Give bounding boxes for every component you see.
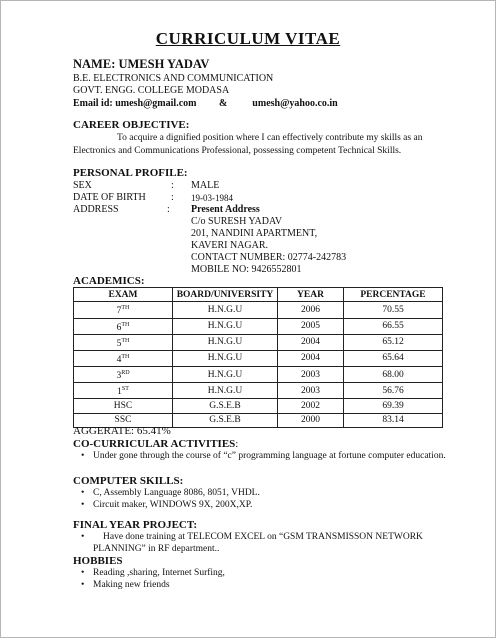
sex-label: SEX <box>73 180 92 191</box>
skill-item: Circuit maker, WINDOWS 9X, 200X,XP. <box>93 500 253 510</box>
exam-ordinal-suffix: TH <box>121 337 130 344</box>
table-row <box>74 383 443 399</box>
exam-ordinal-suffix: TH <box>121 353 130 360</box>
board-cell: H.N.G.U <box>173 383 278 399</box>
percentage-cell: 66.55 <box>344 318 443 334</box>
percentage-cell: 83.14 <box>344 413 443 427</box>
year-cell: 2005 <box>278 318 344 334</box>
bullet: • <box>81 580 85 590</box>
year-cell: 2004 <box>278 334 344 350</box>
aggregate: AGGERATE: 65.41% <box>73 425 171 437</box>
exam-ordinal-suffix: ST <box>121 386 129 393</box>
address-line: KAVERI NAGAR. <box>191 240 269 251</box>
address-label: ADDRESS <box>73 204 119 215</box>
exam-label: 5 <box>116 338 122 349</box>
degree-line: B.E. ELECTRONICS AND COMMUNICATION <box>73 73 274 84</box>
address-colon: : <box>167 204 170 215</box>
table-row <box>74 334 443 350</box>
list-item <box>81 450 461 474</box>
mobile-number: MOBILE NO: 9426552801 <box>191 264 302 275</box>
board-cell: G.S.E.B <box>173 413 278 427</box>
candidate-name: NAME: UMESH YADAV <box>73 57 210 71</box>
table-row <box>74 302 443 318</box>
table-row <box>74 367 443 383</box>
column-header-percentage: PERCENTAGE <box>344 288 443 302</box>
list-item <box>81 531 461 555</box>
bullet: • <box>81 451 85 461</box>
cocurricular-heading-text: CO-CURRICULAR ACTIVITIES <box>73 438 236 450</box>
dob-label: DATE OF BIRTH <box>73 192 146 203</box>
college-line: GOVT. ENGG. COLLEGE MODASA <box>73 85 230 96</box>
board-cell: H.N.G.U <box>173 302 278 318</box>
personal-profile-heading: PERSONAL PROFILE: <box>73 167 188 179</box>
dob-value: 19-03-1984 <box>191 193 233 203</box>
hobbies-heading: HOBBIES <box>73 555 123 567</box>
board-cell: H.N.G.U <box>173 367 278 383</box>
career-objective-text: To acquire a dignified position where I can effectively contribute my skills as an Electronics and Communications Professional, possessing competent Technical Skills. <box>73 133 423 156</box>
academics-table-body <box>74 302 443 428</box>
exam-cell <box>74 318 173 334</box>
board-cell: H.N.G.U <box>173 318 278 334</box>
present-address-label: Present Address <box>191 204 260 215</box>
exam-label: 4 <box>116 355 122 366</box>
cocurricular-heading <box>73 438 238 450</box>
skill-item: C, Assembly Language 8086, 8051, VHDL. <box>93 488 260 498</box>
exam-label: 7 <box>116 306 122 317</box>
exam-cell <box>74 399 173 413</box>
exam-label: SSC <box>114 415 132 426</box>
address-line: C/o SURESH YADAV <box>191 216 283 227</box>
bullet: • <box>81 500 85 510</box>
cocurricular-item: Under gone through the course of “c” programming language at fortune computer education. <box>93 451 446 461</box>
exam-cell <box>74 334 173 350</box>
exam-label: 6 <box>116 322 122 333</box>
board-cell: H.N.G.U <box>173 350 278 366</box>
column-header-year: YEAR <box>278 288 344 302</box>
exam-label: 1 <box>117 387 122 398</box>
year-cell: 2000 <box>278 413 344 427</box>
year-cell: 2003 <box>278 383 344 399</box>
bullet: • <box>81 488 85 498</box>
sex-value: MALE <box>191 180 220 191</box>
column-header-board: BOARD/UNIVERSITY <box>173 288 278 302</box>
sex-colon: : <box>171 180 174 191</box>
table-row <box>74 318 443 334</box>
exam-cell <box>74 350 173 366</box>
year-cell: 2003 <box>278 367 344 383</box>
percentage-cell: 56.76 <box>344 383 443 399</box>
percentage-cell: 70.55 <box>344 302 443 318</box>
table-header-row <box>74 288 443 302</box>
final-year-project-heading: FINAL YEAR PROJECT: <box>73 519 198 531</box>
percentage-cell: 65.12 <box>344 334 443 350</box>
exam-ordinal-suffix: RD <box>121 370 130 377</box>
exam-cell <box>74 367 173 383</box>
year-cell: 2004 <box>278 350 344 366</box>
column-header-exam: EXAM <box>74 288 173 302</box>
exam-cell <box>74 302 173 318</box>
project-item: Have done training at TELECOM EXCEL on “GSM TRANSMISSON NETWORK PLANNING” in RF department.. <box>93 532 423 554</box>
bullet: • <box>81 568 85 578</box>
year-cell: 2006 <box>278 302 344 318</box>
percentage-cell: 69.39 <box>344 399 443 413</box>
document-title: CURRICULUM VITAE <box>155 29 341 48</box>
percentage-cell: 65.64 <box>344 350 443 366</box>
exam-label: 3 <box>116 371 122 382</box>
hobby-item: Making new friends <box>93 580 170 590</box>
board-cell: H.N.G.U <box>173 334 278 350</box>
table-row <box>74 399 443 413</box>
exam-ordinal-suffix: TH <box>121 305 130 312</box>
exam-cell <box>74 383 173 399</box>
career-objective-heading: CAREER OBJECTIVE: <box>73 119 190 131</box>
computer-skills-heading: COMPUTER SKILLS: <box>73 475 184 487</box>
cocurricular-heading-colon: : <box>235 438 239 450</box>
table-row <box>74 350 443 366</box>
exam-ordinal-suffix: TH <box>121 321 130 328</box>
percentage-cell: 68.00 <box>344 367 443 383</box>
year-cell: 2002 <box>278 399 344 413</box>
board-cell: G.S.E.B <box>173 399 278 413</box>
bullet: • <box>81 532 85 542</box>
contact-number: CONTACT NUMBER: 02774-242783 <box>191 252 347 263</box>
academics-heading: ACADEMICS: <box>73 275 145 287</box>
dob-colon: : <box>171 192 174 203</box>
email-line: Email id: umesh@gmail.com & umesh@yahoo.co.in <box>73 98 338 109</box>
address-line: 201, NANDINI APARTMENT, <box>191 228 318 239</box>
exam-label: HSC <box>113 401 133 412</box>
hobby-item: Reading ,sharing, Internet Surfing, <box>93 568 225 578</box>
academics-table <box>73 287 443 428</box>
